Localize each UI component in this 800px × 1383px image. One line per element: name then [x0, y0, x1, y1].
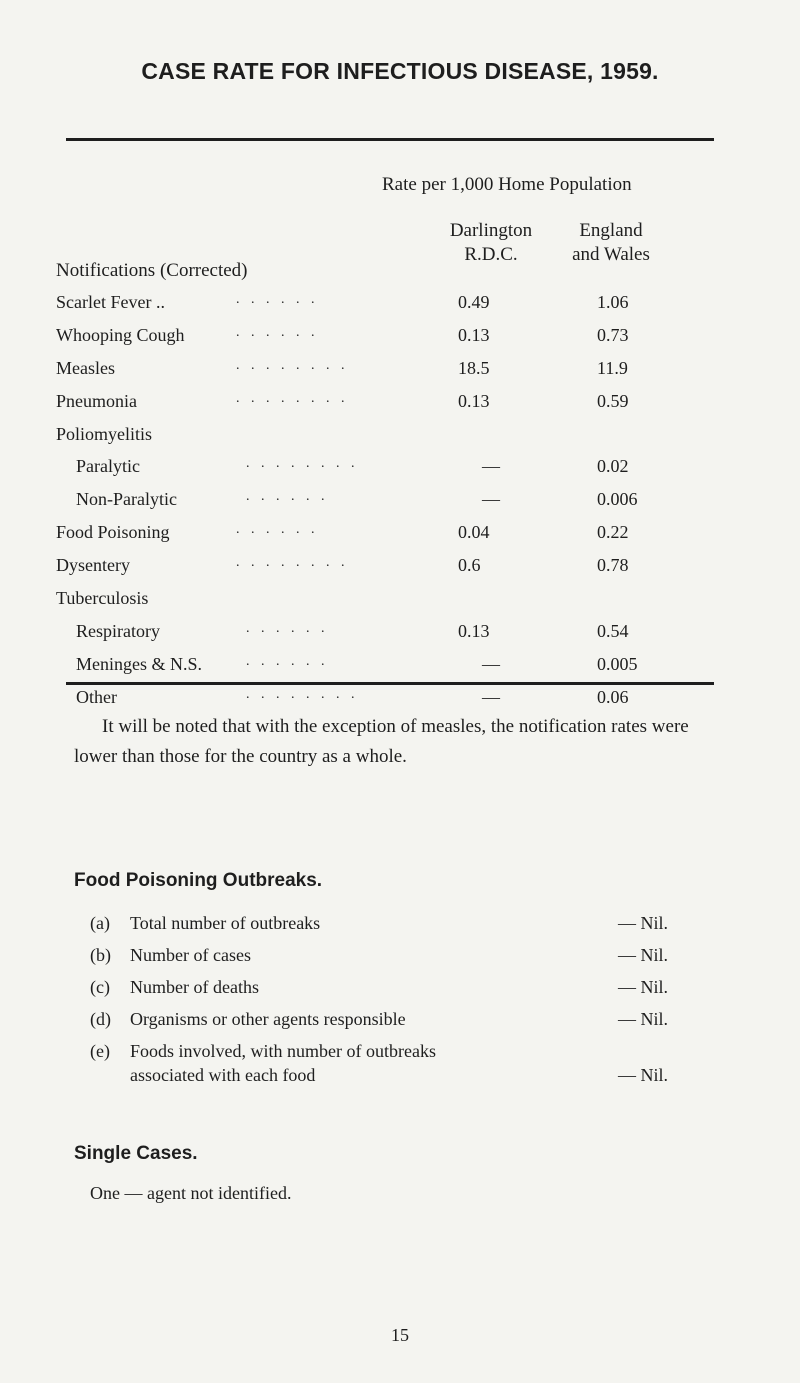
england-value: 11.9	[597, 358, 628, 378]
darlington-value: —	[482, 687, 500, 707]
page-number: 15	[391, 1325, 409, 1345]
row-label: Scarlet Fever ..	[56, 292, 165, 312]
row-label: Measles	[56, 358, 115, 378]
row-label: Poliomyelitis	[56, 424, 153, 444]
darlington-value: —	[482, 456, 500, 476]
darlington-value: 0.6	[458, 555, 481, 575]
darlington-value: 0.13	[458, 325, 490, 345]
food-poisoning-title: Food Poisoning Outbreaks.	[74, 870, 323, 891]
table-row	[0, 654, 800, 682]
table-row	[0, 391, 800, 419]
page-title: CASE RATE FOR INFECTIOUS DISEASE, 1959.	[141, 58, 659, 84]
leader-dots: . . . . . .	[236, 292, 319, 307]
row-label: Other	[76, 687, 117, 707]
note-paragraph: It will be noted that with the exception of measles, the notification rates were lower than those for the country as a whole.	[74, 716, 689, 767]
england-value: 0.006	[597, 489, 638, 509]
item-value: — Nil.	[618, 913, 669, 933]
england-value: 0.06	[597, 687, 629, 707]
row-label: Non-Paralytic	[76, 489, 177, 509]
darlington-value: 0.49	[458, 292, 490, 312]
leader-dots: . . . . . . . .	[236, 391, 349, 406]
row-header: Notifications (Corrected)	[56, 260, 248, 281]
row-label: Meninges & N.S.	[76, 654, 202, 674]
leader-dots: . . . . . .	[246, 621, 329, 636]
column-header-darlington-sub: R.D.C.	[464, 244, 518, 265]
row-label: Whooping Cough	[56, 325, 185, 345]
darlington-value: 18.5	[458, 358, 490, 378]
column-header-darlington: Darlington	[449, 220, 533, 241]
table-bottom-rule	[66, 682, 714, 685]
leader-dots: . . . . . . . .	[246, 456, 359, 471]
england-value: 0.22	[597, 522, 629, 542]
item-text: Number of cases	[130, 945, 251, 965]
table-row	[0, 687, 800, 715]
row-label: Respiratory	[76, 621, 160, 641]
darlington-value: 0.04	[458, 522, 490, 542]
item-letter: (c)	[90, 977, 110, 997]
darlington-value: 0.13	[458, 621, 490, 641]
darlington-value: 0.13	[458, 391, 490, 411]
table-top-rule	[66, 138, 714, 141]
item-letter: (e)	[90, 1041, 110, 1061]
table-row	[0, 621, 800, 649]
item-value: — Nil.	[618, 977, 669, 997]
item-value: — Nil.	[618, 1065, 669, 1085]
rate-header: Rate per 1,000 Home Population	[382, 174, 632, 195]
single-cases-text: One — agent not identified.	[90, 1183, 292, 1203]
leader-dots: . . . . . .	[236, 522, 319, 537]
leader-dots: . . . . . .	[246, 654, 329, 669]
row-label: Dysentery	[56, 555, 130, 575]
item-text: Foods involved, with number of outbreaks	[130, 1041, 436, 1061]
column-header-england-sub: and Wales	[572, 244, 650, 265]
table-row	[0, 325, 800, 353]
item-text-continued: associated with each food	[130, 1065, 316, 1085]
leader-dots: . . . . . .	[236, 325, 319, 340]
england-value: 0.54	[597, 621, 629, 641]
row-label: Food Poisoning	[56, 522, 170, 542]
row-label: Pneumonia	[56, 391, 137, 411]
england-value: 0.005	[597, 654, 638, 674]
darlington-value: —	[482, 489, 500, 509]
england-value: 0.73	[597, 325, 629, 345]
darlington-value: —	[482, 654, 500, 674]
column-header-england: England	[579, 220, 643, 241]
table-row	[0, 588, 800, 616]
table-row	[0, 489, 800, 517]
table-row	[0, 555, 800, 583]
leader-dots: . . . . . . . .	[236, 358, 349, 373]
item-text: Number of deaths	[130, 977, 259, 997]
row-label: Paralytic	[76, 456, 140, 476]
item-letter: (b)	[90, 945, 111, 965]
row-label: Tuberculosis	[56, 588, 149, 608]
table-row	[0, 424, 800, 452]
item-letter: (a)	[90, 913, 110, 933]
england-value: 0.02	[597, 456, 629, 476]
england-value: 0.59	[597, 391, 629, 411]
table-row	[0, 522, 800, 550]
item-letter: (d)	[90, 1009, 111, 1029]
leader-dots: . . . . . . . .	[236, 555, 349, 570]
england-value: 1.06	[597, 292, 629, 312]
table-row	[0, 358, 800, 386]
table-row	[0, 292, 800, 320]
leader-dots: . . . . . .	[246, 489, 329, 504]
leader-dots: . . . . . . . .	[246, 687, 359, 702]
item-value: — Nil.	[618, 1009, 669, 1029]
england-value: 0.78	[597, 555, 629, 575]
item-text: Total number of outbreaks	[130, 913, 321, 933]
item-text: Organisms or other agents responsible	[130, 1009, 406, 1029]
table-row	[0, 456, 800, 484]
single-cases-title: Single Cases.	[74, 1143, 198, 1164]
item-value: — Nil.	[618, 945, 669, 965]
